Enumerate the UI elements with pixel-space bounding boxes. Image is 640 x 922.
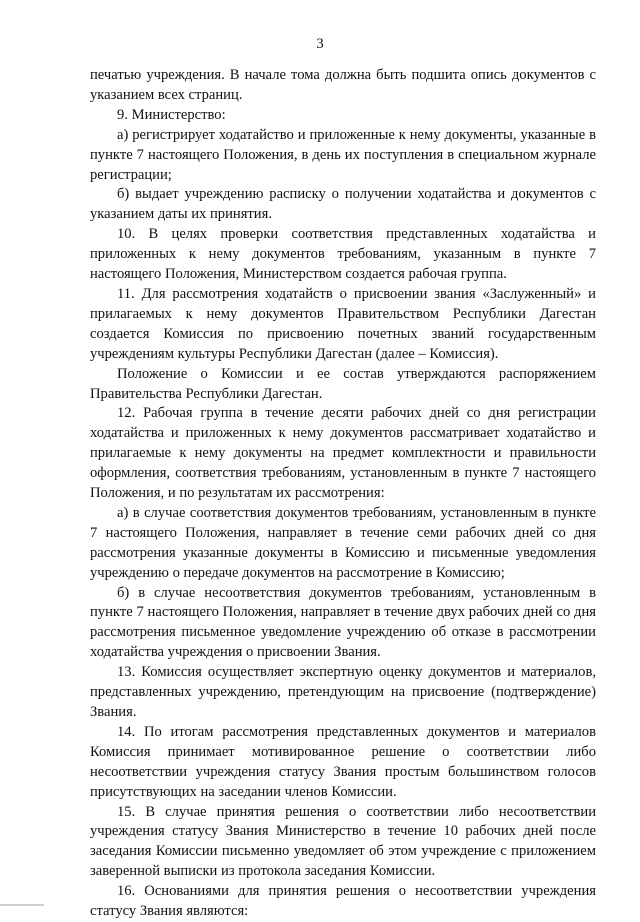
paragraph-item-15: 15. В случае принятия решения о соответствии либо несоответствии учреждения статусу Звания Министерство в течение 10 рабочих дней после заседания Комиссии письменно уведомляет об этом учреждение с приложением заверенной выписки из протокола заседания Комиссии. [90, 803, 596, 880]
paragraph-item-13: 13. Комиссия осуществляет экспертную оценку документов и материалов, представленных учреждению, претендующим на присвоение (подтверждение) Звания. [90, 664, 596, 720]
paragraph-commission-regulation: Положение о Комиссии и ее состав утверждаются распоряжением Правительства Республики Дагестан. [90, 365, 596, 402]
paragraph-item-11: 11. Для рассмотрения ходатайств о присвоении звания «Заслуженный» и прилагаемых к нему документов Правительством Республики Дагестан создается Комиссия по присвоению почетных званий государственным учреждениям культуры Республики Дагестан (далее – Комиссия). [90, 285, 596, 362]
page-number: 3 [316, 36, 324, 52]
paragraph-item-12a: а) в случае соответствия документов требованиям, установленным в пункте 7 настоящего Положения, направляет в течение семи рабочих дней со дня рассмотрения указанные документы в Комиссию и письменные уведомления учреждению о передаче документов на рассмотрение в Комиссию; [90, 504, 596, 581]
scan-edge-mark [0, 904, 44, 906]
paragraph-item-16: 16. Основаниями для принятия решения о несоответствии учреждения статусу Звания являются: [90, 883, 596, 920]
paragraph-continuation: печатью учреждения. В начале тома должна быть подшита опись документов с указанием всех страниц. [90, 67, 596, 103]
paragraph-item-14: 14. По итогам рассмотрения представленных документов и материалов Комиссия принимает мотивированное решение о соответствии либо несоответствии учреждения статусу Звания простым большинством голосов присутствующих на заседании членов Комиссии. [90, 723, 596, 800]
paragraph-item-9: 9. Министерство: [117, 106, 226, 123]
paragraph-item-12b: б) в случае несоответствия документов требованиям, установленным в пункте 7 настоящего Положения, направляет в течение двух рабочих дней со дня рассмотрения письменное уведомление учреждению об отказе в рассмотрении ходатайства учреждения о присвоении Звания. [90, 584, 596, 661]
paragraph-item-10: 10. В целях проверки соответствия представленных ходатайства и приложенных к нему документов требованиям, указанным в пункте 7 настоящего Положения, Министерством создается рабочая группа. [90, 226, 596, 283]
document-body [90, 66, 596, 922]
paragraph-item-12: 12. Рабочая группа в течение десяти рабочих дней со дня регистрации ходатайства и приложенных к нему документов рассматривает ходатайство и прилагаемые к нему документы на предмет комплектности и правильности оформления, соответствия требованиям, установленным в пункте 7 настоящего Положения, и по результатам их рассмотрения: [90, 405, 596, 502]
paragraph-item-9a: а) регистрирует ходатайство и приложенные к нему документы, указанные в пункте 7 настоящего Положения, в день их поступления в специальном журнале регистрации; [90, 126, 596, 183]
paragraph-item-9b: б) выдает учреждению расписку о получении ходатайства и документов с указанием даты их принятия. [90, 186, 596, 223]
